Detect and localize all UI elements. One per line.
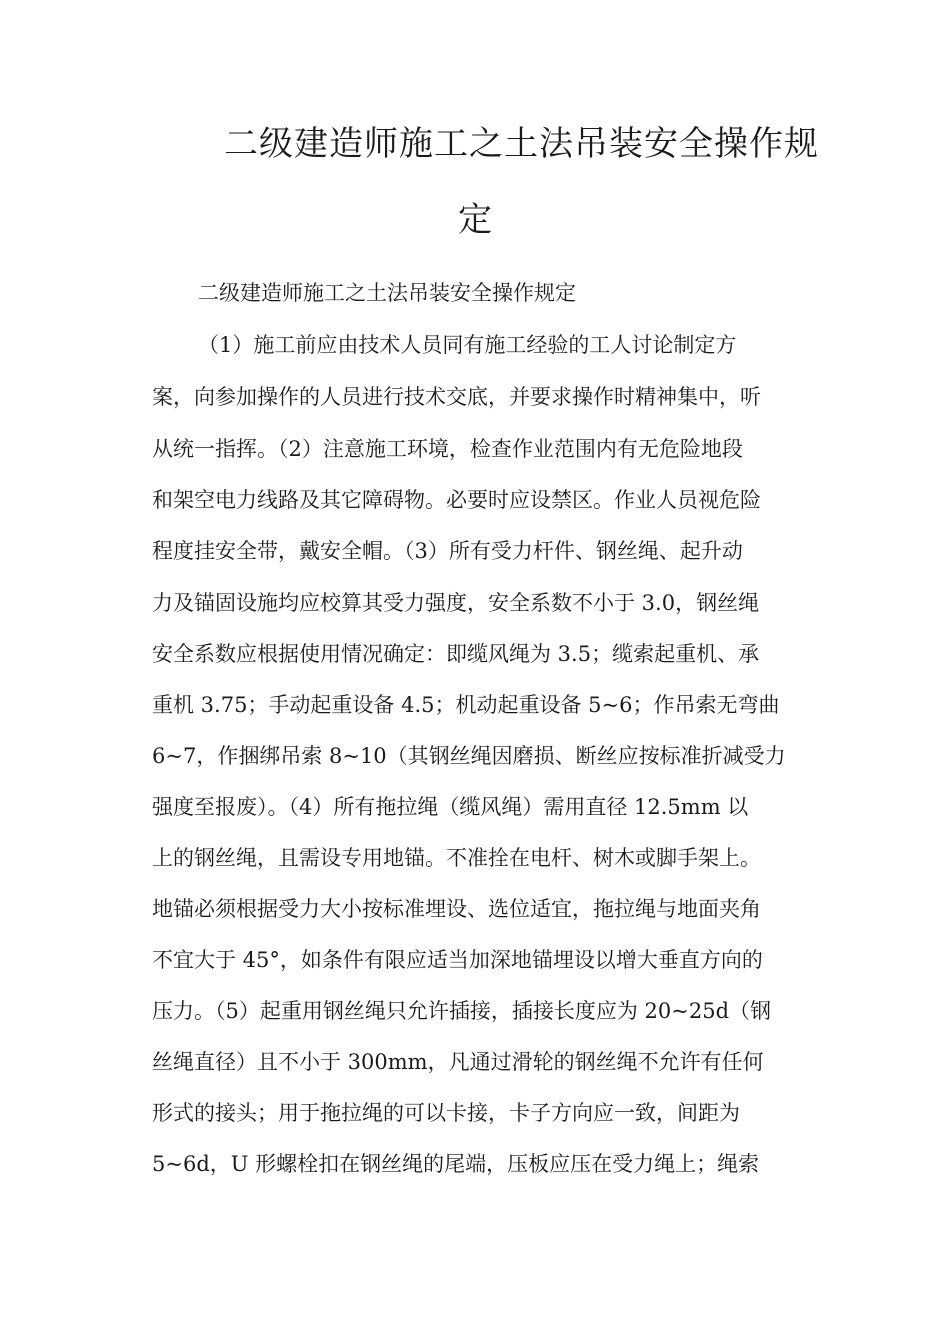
paragraph-line: 强度至报废）。（4）所有拖拉绳（缆风绳）需用直径 12.5mm 以 xyxy=(152,795,749,819)
paragraph-line: 形式的接头；用于拖拉绳的可以卡接，卡子方向应一致，间距为 xyxy=(152,1101,740,1125)
subtitle-line: 二级建造师施工之土法吊装安全操作规定 xyxy=(198,281,576,305)
paragraph-line: 从统一指挥。（2）注意施工环境，检查作业范围内有无危险地段 xyxy=(152,437,743,461)
paragraph-line: 5~6d，U 形螺栓扣在钢丝绳的尾端，压板应压在受力绳上；绳索 xyxy=(152,1152,760,1176)
document-title-line-1: 二级建造师施工之土法吊装安全操作规 xyxy=(224,124,819,164)
paragraph-line: （1）施工前应由技术人员同有施工经验的工人讨论制定方 xyxy=(198,333,737,357)
paragraph-line: 压力。（5）起重用钢丝绳只允许插接，插接长度应为 20~25d（钢 xyxy=(152,999,772,1023)
paragraph-line: 安全系数应根据使用情况确定：即缆风绳为 3.5；缆索起重机、承 xyxy=(152,642,760,666)
paragraph-line: 上的钢丝绳，且需设专用地锚。不准拴在电杆、树木或脚手架上。 xyxy=(152,846,761,870)
paragraph-line: 重机 3.75；手动起重设备 4.5；机动起重设备 5~6；作吊索无弯曲 xyxy=(152,693,780,717)
paragraph-line: 力及锚固设施均应校算其受力强度，安全系数不小于 3.0，钢丝绳 xyxy=(152,591,760,615)
document-title-line-2: 定 xyxy=(458,200,493,240)
paragraph-line: 不宜大于 45°，如条件有限应适当加深地锚埋设以增大垂直方向的 xyxy=(152,948,763,972)
paragraph-line: 案，向参加操作的人员进行技术交底，并要求操作时精神集中，听 xyxy=(152,385,761,409)
paragraph-line: 地锚必须根据受力大小按标准埋设、选位适宜，拖拉绳与地面夹角 xyxy=(152,897,761,921)
paragraph-line: 和架空电力线路及其它障碍物。必要时应设禁区。作业人员视危险 xyxy=(152,488,761,512)
paragraph-line: 程度挂安全带，戴安全帽。（3）所有受力杆件、钢丝绳、起升动 xyxy=(152,539,743,563)
paragraph-line: 丝绳直径）且不小于 300mm，凡通过滑轮的钢丝绳不允许有任何 xyxy=(152,1050,764,1074)
paragraph-line: 6~7，作捆绑吊索 8~10（其钢丝绳因磨损、断丝应按标准折减受力 xyxy=(152,744,786,768)
